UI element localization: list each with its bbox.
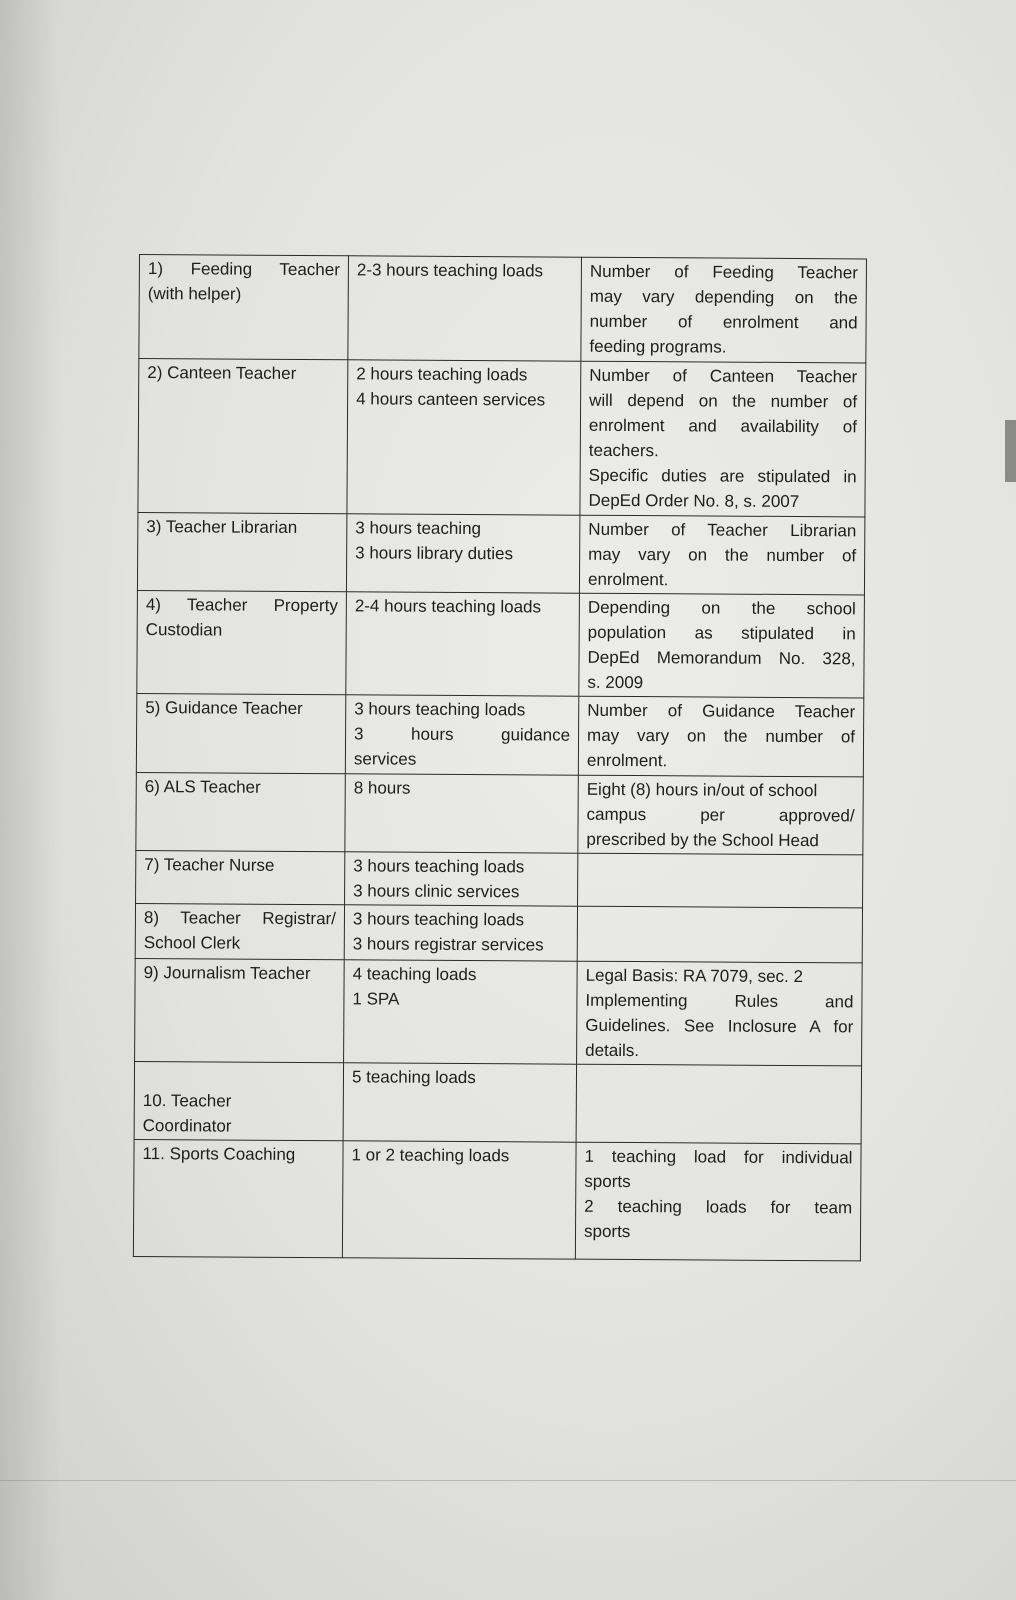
cell-line: DepEd Memorandum No. 328, <box>587 647 856 669</box>
cell-line: Implementing Rules and <box>585 990 854 1012</box>
table-row <box>139 255 867 363</box>
cell-line: 4 hours canteen services <box>356 389 546 410</box>
cell-line: sports <box>584 1171 631 1192</box>
cell-line: 3 hours library duties <box>355 543 514 564</box>
cell-line: 5) Guidance Teacher <box>145 698 303 719</box>
cell-line: 1 teaching load for individual <box>584 1146 853 1168</box>
cell-line: 11. Sports Coaching <box>142 1144 296 1164</box>
teaching-load-cell <box>342 1141 576 1259</box>
cell-line: Legal Basis: RA 7079, sec. 2 <box>585 965 804 987</box>
cell-line: may vary depending on the <box>589 286 858 308</box>
role-cell <box>137 590 347 694</box>
cell-line: may vary on the number of <box>587 725 856 747</box>
cell-line: Eight (8) hours in/out of school <box>586 779 818 801</box>
cell-line: 3 hours teaching loads <box>353 856 525 877</box>
cell-line: 3) Teacher Librarian <box>146 517 298 537</box>
teaching-load-cell <box>344 960 578 1064</box>
table-row <box>135 958 863 1065</box>
role-cell <box>135 903 344 959</box>
role-cell <box>136 693 345 773</box>
remarks-cell <box>578 696 863 777</box>
remarks-cell <box>579 593 865 698</box>
cell-line: 10. Teacher <box>142 1091 232 1111</box>
cell-line: 2) Canteen Teacher <box>147 363 297 383</box>
cell-line: 5 teaching loads <box>351 1067 476 1088</box>
cell-line: 8) Teacher Registrar/ <box>143 908 337 929</box>
cell-line: number of enrolment and <box>589 311 858 333</box>
cell-line: 2 teaching loads for team <box>584 1196 853 1218</box>
remarks-cell <box>577 906 862 963</box>
cell-line: 2-3 hours teaching loads <box>356 260 544 281</box>
teaching-load-cell <box>345 852 578 906</box>
cell-line: 3 hours registrar services <box>352 934 544 955</box>
cell-line: details. <box>585 1040 640 1061</box>
table-row <box>137 590 865 697</box>
cell-line: s. 2009 <box>587 672 644 693</box>
cell-line: 3 hours teaching <box>355 518 482 539</box>
cell-line: 6) ALS Teacher <box>144 777 261 797</box>
cell-line: prescribed by the School Head <box>586 829 819 851</box>
cell-line: campus per approved/ <box>586 804 855 826</box>
paper-fold-line <box>0 1480 1016 1481</box>
role-cell <box>139 255 349 360</box>
remarks-cell <box>577 961 863 1066</box>
cell-line: population as stipulated in <box>587 622 856 644</box>
cell-line: 7) Teacher Nurse <box>144 855 275 875</box>
table-row <box>136 693 863 776</box>
teacher-duties-table <box>133 254 867 1261</box>
cell-line: 3 hours guidance <box>354 724 571 745</box>
cell-line: 2 hours teaching loads <box>356 364 528 385</box>
role-cell <box>136 772 345 851</box>
teaching-load-cell <box>344 905 577 961</box>
cell-line: 9) Journalism Teacher <box>143 963 311 984</box>
cell-line: may vary on the number of <box>588 544 857 566</box>
cell-line: 4) Teacher Property <box>145 595 338 616</box>
cell-line: School Clerk <box>143 933 241 953</box>
cell-line: 2-4 hours teaching loads <box>354 596 542 617</box>
role-cell <box>135 958 345 1062</box>
cell-line: Number of Guidance Teacher <box>587 700 856 722</box>
table-row <box>133 1139 861 1260</box>
cell-line: enrolment. <box>587 569 669 590</box>
remarks-cell <box>578 775 863 855</box>
cell-line: Number of Canteen Teacher <box>589 365 858 387</box>
table-row <box>135 903 862 962</box>
teaching-load-cell <box>343 1063 576 1142</box>
photo-shadow <box>0 0 60 1600</box>
role-cell <box>138 359 348 514</box>
cell-line: 1) Feeding Teacher <box>147 259 340 280</box>
table-row <box>136 850 863 907</box>
teaching-load-cell <box>345 774 578 853</box>
remarks-cell <box>575 1142 861 1261</box>
teaching-load-cell <box>346 514 579 593</box>
cell-line: 3 hours clinic services <box>353 881 520 902</box>
cell-line: enrolment. <box>586 750 668 771</box>
table-row <box>137 512 864 594</box>
cell-line: (with helper) <box>147 284 242 304</box>
cell-line: Custodian <box>145 620 223 640</box>
cell-line: Guidelines. See Inclosure A for <box>585 1015 854 1037</box>
cell-line: 1 SPA <box>352 989 400 1009</box>
cell-line: Specific duties are stipulated in <box>588 465 857 487</box>
remarks-cell <box>580 361 866 517</box>
cell-line: teachers. <box>588 440 659 461</box>
cell-line: Number of Teacher Librarian <box>588 519 857 541</box>
cell-line: sports <box>583 1221 631 1242</box>
cell-line: 3 hours teaching loads <box>352 909 525 930</box>
cell-line <box>143 1063 335 1089</box>
role-cell <box>136 850 345 904</box>
table-row <box>136 772 863 854</box>
teaching-load-cell <box>348 256 582 361</box>
cell-line: Number of Feeding Teacher <box>589 261 858 283</box>
binder-tab <box>1005 420 1016 482</box>
remarks-cell <box>578 853 863 908</box>
teaching-load-cell <box>345 695 578 775</box>
cell-line: services <box>353 749 417 769</box>
remarks-cell <box>581 257 867 363</box>
cell-line: 3 hours teaching loads <box>354 699 526 720</box>
role-cell <box>134 1061 343 1140</box>
cell-line: DepEd Order No. 8, s. 2007 <box>588 490 800 512</box>
cell-line: enrolment and availability of <box>588 415 858 437</box>
remarks-cell <box>576 1064 861 1144</box>
role-cell <box>137 512 346 591</box>
table-row <box>138 359 866 517</box>
teaching-load-cell <box>346 592 580 696</box>
table-row <box>134 1061 861 1143</box>
remarks-cell <box>579 515 864 595</box>
cell-line: Depending on the school <box>587 597 856 619</box>
role-cell <box>133 1139 343 1257</box>
cell-line: will depend on the number of <box>589 390 858 412</box>
cell-line: feeding programs. <box>589 336 727 357</box>
cell-line: Coordinator <box>142 1116 232 1136</box>
cell-line: 4 teaching loads <box>352 964 477 985</box>
cell-line: 8 hours <box>353 778 411 798</box>
teaching-load-cell <box>347 360 581 515</box>
cell-line: 1 or 2 teaching loads <box>351 1145 510 1166</box>
